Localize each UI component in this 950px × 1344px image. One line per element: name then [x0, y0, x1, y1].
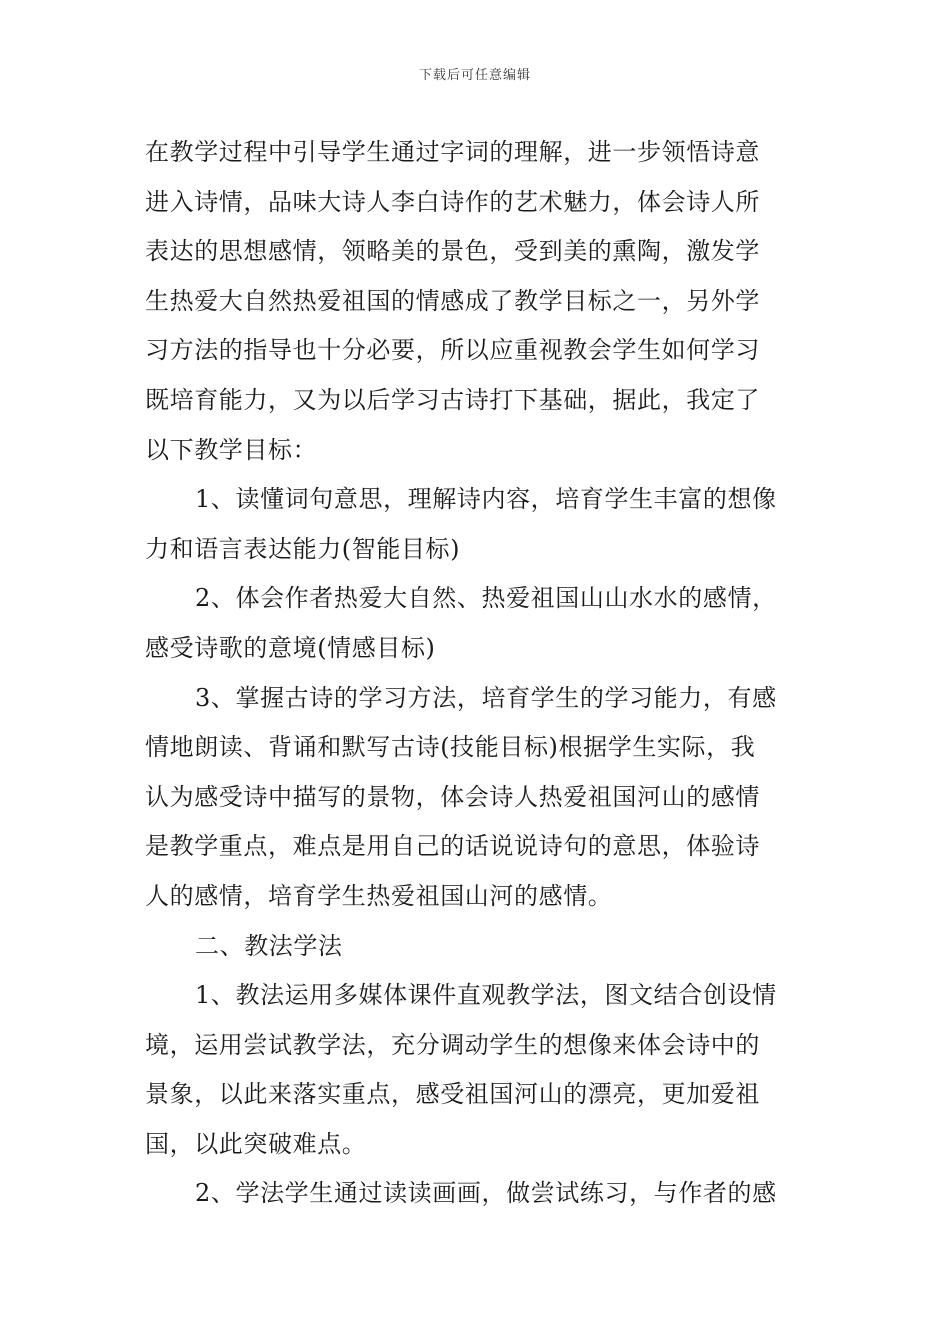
text-line: 国，以此突破难点。: [145, 1129, 367, 1158]
text-line: 认为感受诗中描写的景物，体会诗人热爱祖国河山的感情: [145, 782, 760, 811]
text-line: 是教学重点，难点是用自己的话说说诗句的意思，体验诗: [145, 832, 760, 861]
text-line: 1、教法运用多媒体课件直观教学法，图文结合创设情: [195, 981, 777, 1010]
text-line: 以下教学目标：: [145, 435, 318, 464]
text-line: 境，运用尝试教学法，充分调动学生的想像来体会诗中的: [145, 1030, 760, 1059]
text-line: 进入诗情，品味大诗人李白诗作的艺术魅力，体会诗人所: [145, 187, 760, 216]
text-line: 人的感情，培育学生热爱祖国山河的感情。: [145, 881, 613, 910]
document-body: [145, 128, 810, 1219]
header-note: 下载后可任意编辑: [418, 68, 531, 83]
text-line: 力和语言表达能力(智能目标): [145, 534, 461, 563]
text-line: 既培育能力，又为以后学习古诗打下基础，据此，我定了: [145, 385, 760, 414]
section-heading: 二、教法学法: [195, 931, 343, 960]
text-line: 在教学过程中引导学生通过字词的理解，进一步领悟诗意: [145, 138, 760, 166]
text-line: 生热爱大自然热爱祖国的情感成了教学目标之一，另外学: [145, 286, 760, 315]
text-line: 情地朗读、背诵和默写古诗(技能目标)根据学生实际，我: [145, 733, 756, 762]
text-line: 3、掌握古诗的学习方法，培育学生的学习能力，有感: [195, 683, 777, 712]
text-line: 2、体会作者热爱大自然、热爱祖国山山水水的感情，: [195, 584, 777, 613]
text-line: 2、学法学生通过读读画画，做尝试练习，与作者的感: [195, 1179, 777, 1208]
text-line: 习方法的指导也十分必要，所以应重视教会学生如何学习: [145, 336, 760, 365]
text-line: 感受诗歌的意境(情感目标): [145, 633, 436, 662]
text-line: 1、读懂词句意思，理解诗内容，培育学生丰富的想像: [195, 485, 777, 514]
text-line: 景象，以此来落实重点，感受祖国河山的漂亮，更加爱祖: [145, 1080, 760, 1109]
text-line: 表达的思想感情，领略美的景色，受到美的熏陶，激发学: [145, 237, 760, 266]
